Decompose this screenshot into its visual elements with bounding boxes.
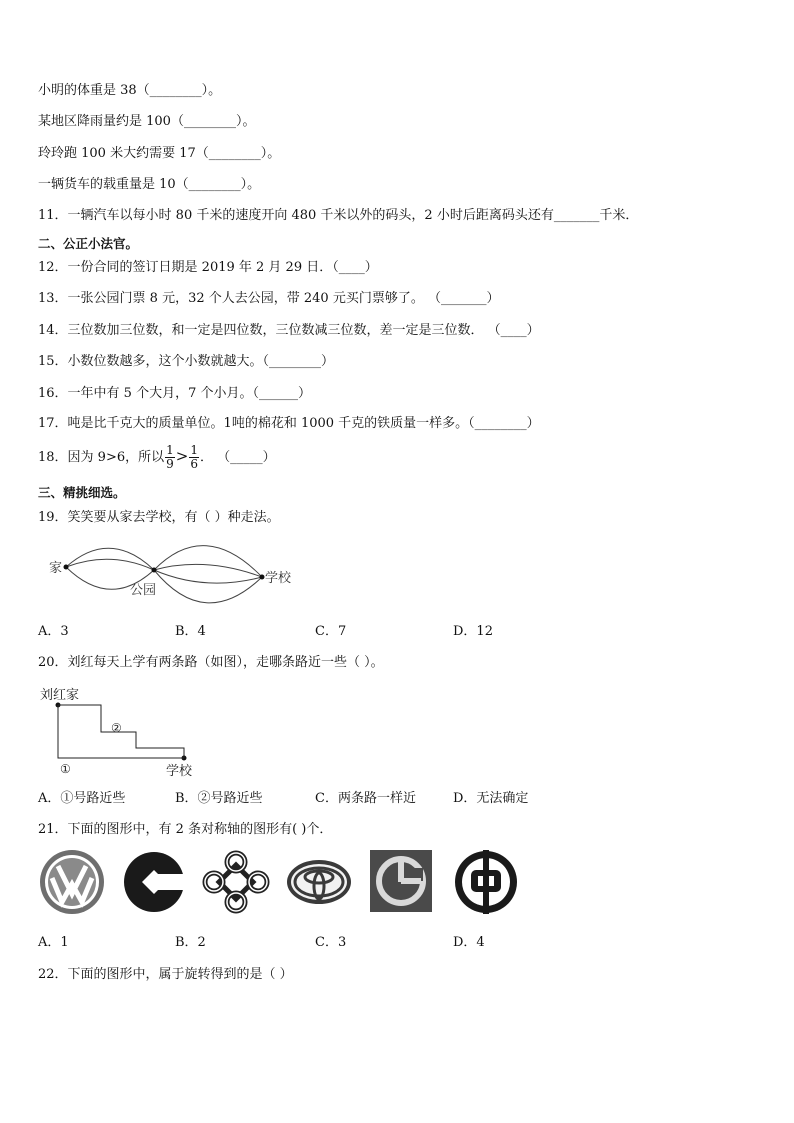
q21-option-c[interactable]: C．3 — [315, 935, 347, 950]
two-routes-diagram — [38, 682, 208, 782]
question-14: 14．三位数加三位数，和一定是四位数，三位数减三位数，差一定是三位数． （____） — [38, 323, 540, 338]
fraction-numerator: 1 — [166, 443, 174, 457]
school-label: 学校 — [265, 571, 292, 586]
fill-blank-rainfall: 某地区降雨量约是 100（________）。 — [38, 114, 256, 129]
question-18-prefix: 18．因为 9>6，所以 — [38, 450, 165, 465]
question-11: 11．一辆汽车以每小时 80 千米的速度开向 480 千米以外的码头，2 小时后距离码头还有_______千米． — [38, 208, 639, 223]
fraction-one-ninth — [165, 444, 175, 471]
question-22: 22．下面的图形中，属于旋转得到的是（ ） — [38, 967, 293, 982]
fraction-denominator: 6 — [190, 457, 198, 471]
question-18 — [38, 441, 276, 473]
school-label: 学校 — [166, 764, 193, 779]
volkswagen-logo-icon — [38, 848, 106, 916]
q20-option-c[interactable]: C．两条路一样近 — [315, 791, 416, 806]
question-18-suffix: ． （_____） — [199, 450, 276, 465]
q20-option-d[interactable]: D．无法确定 — [453, 791, 529, 806]
q19-option-b[interactable]: B．4 — [175, 624, 206, 639]
square-g-logo-icon — [368, 848, 436, 916]
q21-option-a[interactable]: A．1 — [38, 935, 69, 950]
fill-blank-running-time: 玲玲跑 100 米大约需要 17（________）。 — [38, 146, 281, 161]
toyota-logo-icon — [285, 848, 353, 916]
question-15: 15．小数位数越多，这个小数就越大。（________） — [38, 354, 335, 369]
q21-option-d[interactable]: D．4 — [453, 935, 485, 950]
routes-diagram — [40, 540, 310, 605]
question-19: 19．笑笑要从家去学校，有（ ）种走法。 — [38, 510, 280, 525]
q19-option-c[interactable]: C．7 — [315, 624, 347, 639]
q19-option-d[interactable]: D．12 — [453, 624, 493, 639]
park-label: 公园 — [130, 583, 157, 598]
q19-option-a[interactable]: A．3 — [38, 624, 69, 639]
liuhong-home-label: 刘红家 — [40, 688, 80, 703]
q21-option-b[interactable]: B．2 — [175, 935, 206, 950]
china-unicom-knot-logo-icon — [202, 848, 270, 916]
fraction-numerator: 1 — [190, 443, 198, 457]
greater-than-sign: > — [175, 447, 189, 465]
bank-of-china-logo-icon — [452, 848, 520, 916]
fill-blank-truck-load: 一辆货车的载重量是 10（________）。 — [38, 177, 261, 192]
question-12: 12．一份合同的签订日期是 2019 年 2 月 29 日．（____） — [38, 260, 378, 275]
section-heading-multiple-choice: 三、精挑细选。 — [38, 485, 126, 500]
construction-bank-logo-icon — [120, 848, 188, 916]
section-heading-true-false: 二、公正小法官。 — [38, 236, 139, 251]
route-1-label: ① — [60, 762, 71, 776]
fill-blank-weight: 小明的体重是 38（________）。 — [38, 83, 222, 98]
fraction-one-sixth — [189, 444, 199, 471]
home-label: 家 — [49, 561, 63, 576]
question-13: 13．一张公园门票 8 元，32 个人去公园，带 240 元买门票够了。 （_______） — [38, 291, 500, 306]
question-17: 17．吨是比千克大的质量单位。1吨的棉花和 1000 千克的铁质量一样多。（________） — [38, 416, 540, 431]
fraction-denominator: 9 — [166, 457, 174, 471]
route-2-label: ② — [111, 721, 122, 735]
question-16: 16．一年中有 5 个大月，7 个小月。（______） — [38, 386, 311, 401]
q20-option-a[interactable]: A．①号路近些 — [38, 791, 126, 806]
question-21: 21．下面的图形中，有 2 条对称轴的图形有( )个． — [38, 822, 333, 837]
q20-option-b[interactable]: B．②号路近些 — [175, 791, 263, 806]
question-20: 20．刘红每天上学有两条路（如图），走哪条路近一些（ ）。 — [38, 655, 384, 670]
